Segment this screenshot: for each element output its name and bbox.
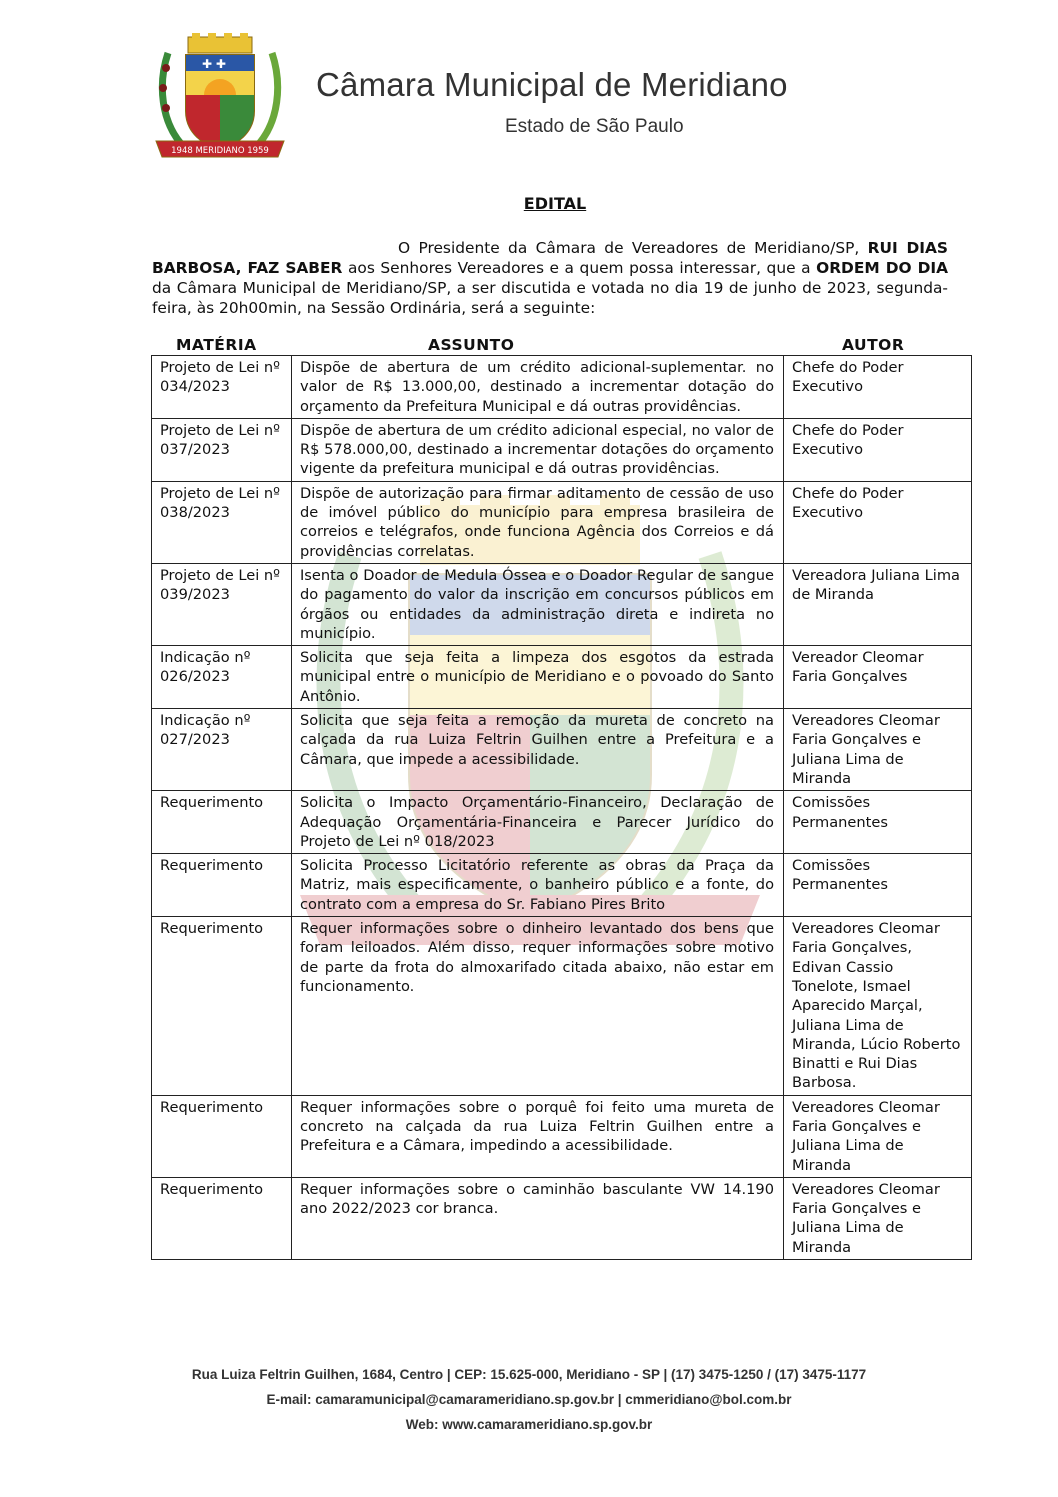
table-row bbox=[152, 917, 972, 1096]
cell-assunto: Solicita o Impacto Orçamentário-Financeiro, Declaração de Adequação Orçamentária-Financeira e Parecer Jurídico do Projeto de Lei nº 018/2023 bbox=[292, 791, 784, 854]
cell-materia: Requerimento bbox=[152, 791, 292, 854]
cell-autor: Vereador Cleomar Faria Gonçalves bbox=[784, 646, 972, 709]
cell-autor: Chefe do Poder Executivo bbox=[784, 481, 972, 563]
cell-autor: Chefe do Poder Executivo bbox=[784, 356, 972, 419]
cell-autor: Vereadores Cleomar Faria Gonçalves, Edivan Cassio Tonelote, Ismael Aparecido Marçal, Juliana Lima de Miranda, Lúcio Roberto Binatti e Rui Dias Barbosa. bbox=[784, 917, 972, 1096]
cell-assunto: Requer informações sobre o porquê foi feito uma mureta de concreto na calçada da rua Luiza Feltrin Guilhen entre a Prefeitura e a Câmara, impedindo a acessibilidade. bbox=[292, 1095, 784, 1177]
intro-bold-ordem: ORDEM DO DIA bbox=[816, 259, 948, 277]
table-row bbox=[152, 481, 972, 563]
cell-assunto: Solicita que seja feita a limpeza dos esgotos da estrada municipal entre o município de Meridiano e o povoado do Santo Antônio. bbox=[292, 646, 784, 709]
cell-materia: Projeto de Lei nº 038/2023 bbox=[152, 481, 292, 563]
agenda-table bbox=[151, 355, 972, 1260]
header-materia: MATÉRIA bbox=[176, 336, 257, 354]
cell-assunto: Dispõe de abertura de um crédito adicional-suplementar. no valor de R$ 13.000,00, destinado a incrementar dotação do orçamento da Prefeitura Municipal e dá outras providências. bbox=[292, 356, 784, 419]
coat-of-arms-logo bbox=[150, 33, 290, 163]
cell-assunto: Requer informações sobre o dinheiro levantado dos bens que foram leiloados. Além disso, requer informações sobre motivo de parte da frota do almoxarifado citada abaixo, não estar em funcionamento. bbox=[292, 917, 784, 1096]
intro-paragraph: O Presidente da Câmara de Vereadores de Meridiano/SP, RUI DIAS BARBOSA, FAZ SABER aos Senhores Vereadores e a quem possa interessar, que a ORDEM DO DIA da Câmara Municipal de Meridiano/SP, a ser discutida e votada no dia 19 de junho de 2023, segunda-feira, às 20h00min, na Sessão Ordinária, será a seguinte: bbox=[152, 239, 949, 317]
table-row bbox=[152, 356, 972, 419]
cell-materia: Indicação nº 027/2023 bbox=[152, 709, 292, 791]
table-row bbox=[152, 854, 972, 917]
footer-address: Rua Luiza Feltrin Guilhen, 1684, Centro | CEP: 15.625-000, Meridiano - SP | (17) 3475-1250 / (17) 3475-1177 bbox=[191, 1367, 867, 1382]
cell-assunto: Dispõe de abertura de um crédito adicional especial, no valor de R$ 578.000,00, destinado a incrementar dotações do orçamento vigente da prefeitura municipal e dá outras providências. bbox=[292, 418, 784, 481]
cell-assunto: Requer informações sobre o caminhão basculante VW 14.190 ano 2022/2023 cor branca. bbox=[292, 1177, 784, 1259]
cell-materia: Requerimento bbox=[152, 854, 292, 917]
table-row bbox=[152, 563, 972, 645]
cell-autor: Vereadores Cleomar Faria Gonçalves e Juliana Lima de Miranda bbox=[784, 1095, 972, 1177]
cell-autor: Chefe do Poder Executivo bbox=[784, 418, 972, 481]
table-row bbox=[152, 1177, 972, 1259]
cell-materia: Projeto de Lei nº 034/2023 bbox=[152, 356, 292, 419]
cell-autor: Vereadora Juliana Lima de Miranda bbox=[784, 563, 972, 645]
cell-assunto: Solicita que seja feita a remoção da mureta de concreto na calçada da rua Luiza Feltrin Guilhen entre a Prefeitura e a Câmara, que impede a acessibilidade. bbox=[292, 709, 784, 791]
svg-text:✚ ✚: ✚ ✚ bbox=[202, 57, 226, 71]
cell-materia: Requerimento bbox=[152, 1095, 292, 1177]
cell-materia: Indicação nº 026/2023 bbox=[152, 646, 292, 709]
cell-assunto: Isenta o Doador de Medula Óssea e o Doador Regular de sangue do pagamento do valor da inscrição em concursos públicos em órgãos ou entidades da administração direta e indireta no município. bbox=[292, 563, 784, 645]
footer-web: Web: www.camarameridiano.sp.gov.br bbox=[405, 1417, 653, 1432]
organization-subtitle: Estado de São Paulo bbox=[505, 116, 684, 137]
table-row bbox=[152, 791, 972, 854]
document-title: EDITAL bbox=[523, 194, 587, 213]
cell-assunto: Solicita Processo Licitatório referente as obras da Praça da Matriz, mais especificamente, o banheiro público e a fonte, do contrato com a empresa do Sr. Fabiano Pires Brito bbox=[292, 854, 784, 917]
cell-autor: Vereadores Cleomar Faria Gonçalves e Juliana Lima de Miranda bbox=[784, 1177, 972, 1259]
cell-materia: Requerimento bbox=[152, 1177, 292, 1259]
intro-bold-name: RUI DIAS BARBOSA, FAZ SABER bbox=[152, 239, 949, 277]
table-row bbox=[152, 418, 972, 481]
header-assunto: ASSUNTO bbox=[428, 336, 515, 354]
cell-materia: Requerimento bbox=[152, 917, 292, 1096]
cell-autor: Vereadores Cleomar Faria Gonçalves e Juliana Lima de Miranda bbox=[784, 709, 972, 791]
footer-email: E-mail: camaramunicipal@camarameridiano.sp.gov.br | cmmeridiano@bol.com.br bbox=[266, 1392, 792, 1407]
cell-autor: Comissões Permanentes bbox=[784, 791, 972, 854]
table-row bbox=[152, 646, 972, 709]
svg-text:1948 MERIDIANO 1959: 1948 MERIDIANO 1959 bbox=[171, 146, 269, 156]
table-row bbox=[152, 709, 972, 791]
organization-title: Câmara Municipal de Meridiano bbox=[316, 66, 788, 103]
table-row bbox=[152, 1095, 972, 1177]
header-autor: AUTOR bbox=[842, 336, 905, 354]
cell-materia: Projeto de Lei nº 039/2023 bbox=[152, 563, 292, 645]
cell-materia: Projeto de Lei nº 037/2023 bbox=[152, 418, 292, 481]
cell-autor: Comissões Permanentes bbox=[784, 854, 972, 917]
cell-assunto: Dispõe de autorização para firmar aditamento de cessão de uso de imóvel público do município para empresa brasileira de correios e telégrafos, onde funciona Agência dos Correios e dá providências correlatas. bbox=[292, 481, 784, 563]
